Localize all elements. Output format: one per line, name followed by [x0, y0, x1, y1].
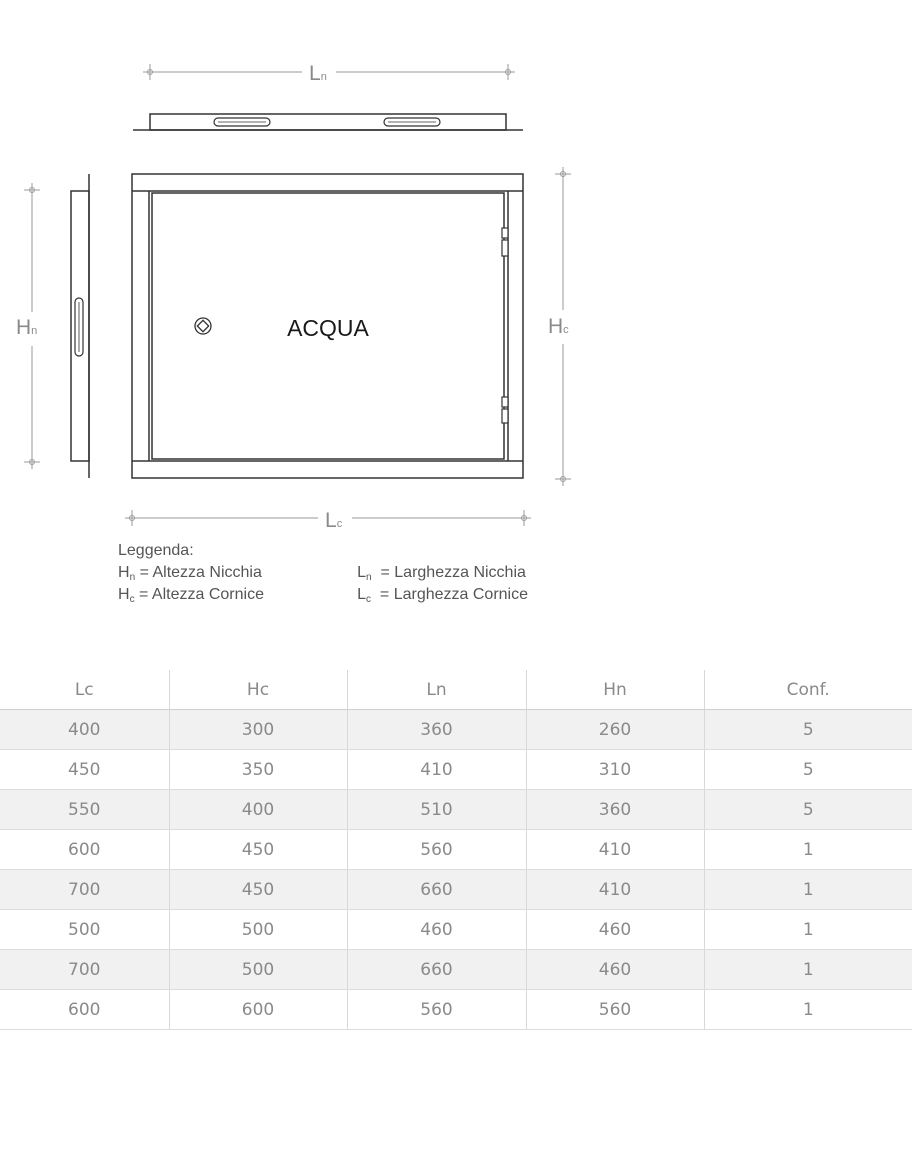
- cell-hc: 400: [169, 790, 347, 830]
- dimension-ln: [143, 64, 515, 80]
- cell-lc: 700: [0, 870, 169, 910]
- cell-conf: 5: [704, 750, 912, 790]
- cell-lc: 600: [0, 990, 169, 1030]
- hinge-icon: [502, 228, 508, 256]
- cell-ln: 460: [347, 910, 526, 950]
- table-row: [0, 870, 912, 910]
- cell-hc: 500: [169, 950, 347, 990]
- cell-conf: 5: [704, 710, 912, 750]
- cell-hc: 450: [169, 830, 347, 870]
- cell-lc: 550: [0, 790, 169, 830]
- cell-ln: 510: [347, 790, 526, 830]
- cell-ln: 410: [347, 750, 526, 790]
- cell-lc: 600: [0, 830, 169, 870]
- legend-hc: Hc = Altezza Cornice: [118, 586, 264, 605]
- legend-lc: Lc = Larghezza Cornice: [357, 586, 529, 605]
- cell-hc: 300: [169, 710, 347, 750]
- cell-hn: 410: [526, 830, 704, 870]
- cell-lc: 450: [0, 750, 169, 790]
- table-row: [0, 710, 912, 750]
- hinge-icon: [502, 397, 508, 423]
- cell-conf: 1: [704, 950, 912, 990]
- legend-ln: Ln = Larghezza Nicchia: [357, 564, 526, 583]
- header-lc: Lc: [0, 670, 169, 710]
- dimension-hc-label: Hc: [548, 315, 569, 338]
- cell-conf: 5: [704, 790, 912, 830]
- header-hc: Hc: [169, 670, 347, 710]
- cell-conf: 1: [704, 830, 912, 870]
- dimension-lc-label: Lc: [325, 509, 343, 532]
- cell-hn: 360: [526, 790, 704, 830]
- cell-hc: 600: [169, 990, 347, 1030]
- cell-hn: 460: [526, 950, 704, 990]
- table-row: [0, 790, 912, 830]
- door-label: ACQUA: [287, 315, 369, 341]
- dimension-ln-label: Ln: [309, 62, 327, 85]
- table-row: [0, 990, 912, 1030]
- cell-hn: 310: [526, 750, 704, 790]
- cell-conf: 1: [704, 990, 912, 1030]
- table-row: [0, 750, 912, 790]
- dimensions-table: [0, 670, 912, 1030]
- table-row: [0, 830, 912, 870]
- cell-ln: 560: [347, 990, 526, 1030]
- header-conf: Conf.: [704, 670, 912, 710]
- cell-lc: 400: [0, 710, 169, 750]
- legend: [118, 542, 550, 605]
- cell-ln: 660: [347, 870, 526, 910]
- legend-hn: Hn = Altezza Nicchia: [118, 564, 262, 583]
- cell-ln: 560: [347, 830, 526, 870]
- lock-icon: [195, 318, 211, 334]
- cell-hn: 560: [526, 990, 704, 1030]
- side-view: [71, 174, 89, 478]
- cell-conf: 1: [704, 910, 912, 950]
- cell-lc: 700: [0, 950, 169, 990]
- cell-hn: 410: [526, 870, 704, 910]
- header-hn: Hn: [526, 670, 704, 710]
- cell-hc: 450: [169, 870, 347, 910]
- top-view: [133, 114, 523, 130]
- table-row: [0, 910, 912, 950]
- header-ln: Ln: [347, 670, 526, 710]
- cell-conf: 1: [704, 870, 912, 910]
- cell-ln: 360: [347, 710, 526, 750]
- cell-lc: 500: [0, 910, 169, 950]
- table-row: [0, 950, 912, 990]
- cell-hc: 350: [169, 750, 347, 790]
- dimension-hn-label: Hn: [16, 316, 38, 339]
- cell-ln: 660: [347, 950, 526, 990]
- cell-hn: 260: [526, 710, 704, 750]
- legend-title: Leggenda:: [118, 542, 194, 559]
- cell-hc: 500: [169, 910, 347, 950]
- cell-hn: 460: [526, 910, 704, 950]
- table-header-row: [0, 670, 912, 710]
